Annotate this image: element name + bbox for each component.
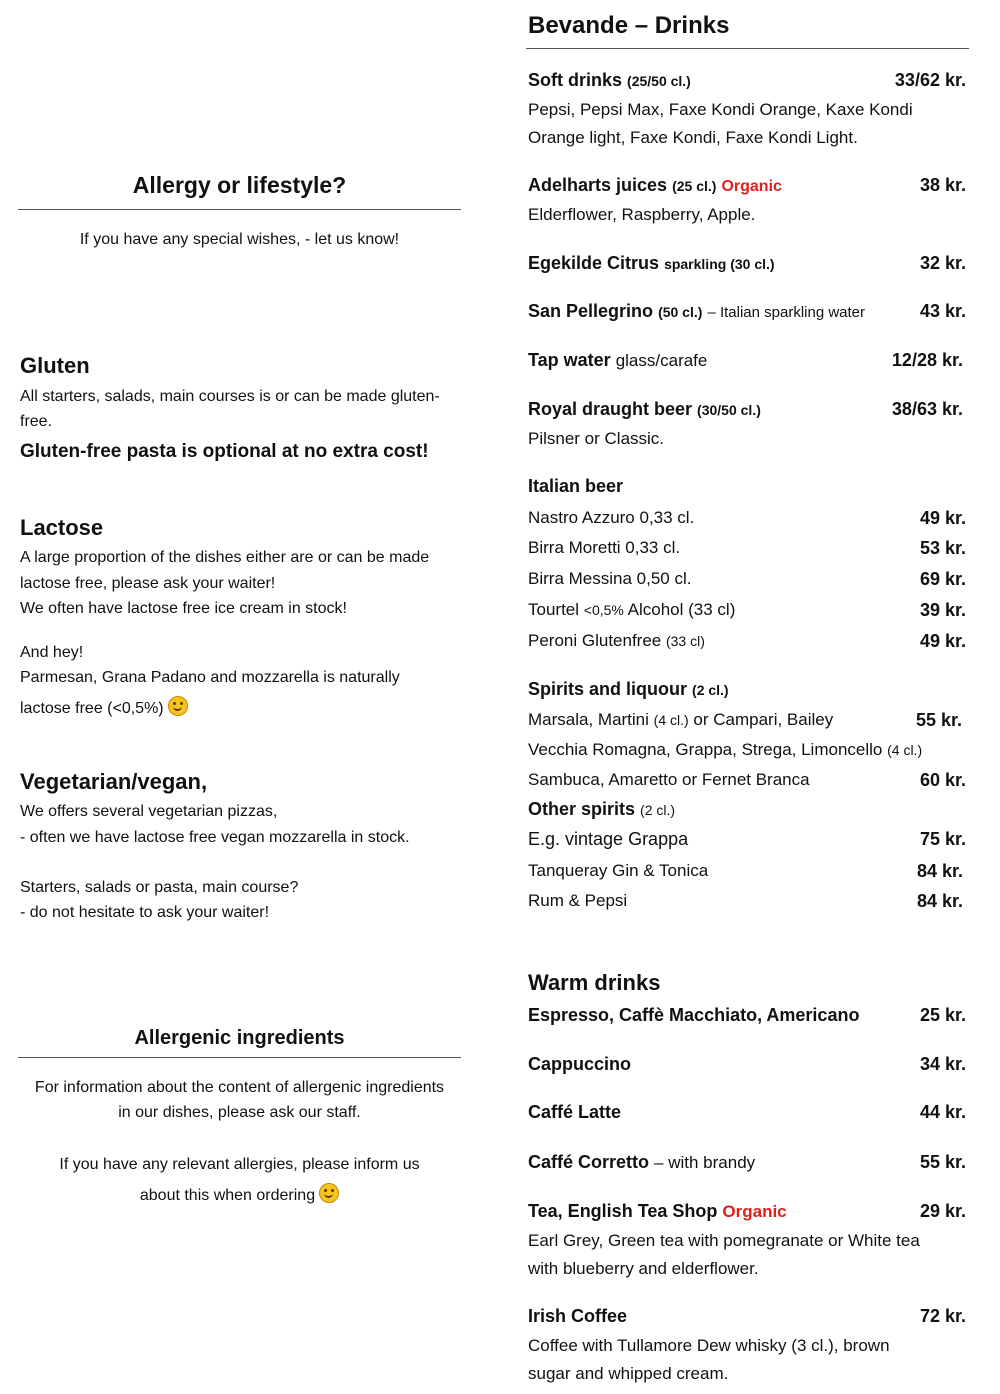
warm-item-name: Espresso, Caffè Macchiato, Americano (528, 1005, 860, 1025)
allergenic-text-3: If you have any relevant allergies, please inform us (59, 1156, 420, 1173)
spirits-price: 55 kr. (915, 710, 962, 730)
item-note: glass/carafe (615, 351, 708, 370)
beer-name: Birra Moretti 0,33 cl. (528, 538, 681, 557)
spirits-size: (4 cl.) (887, 742, 923, 758)
beer-price: 49 kr. (919, 631, 966, 651)
spirits-line: or Campari, Bailey (693, 710, 834, 729)
smiling-face-icon (168, 696, 188, 716)
spirit-price: 84 kr. (916, 891, 963, 911)
item-name: Egekilde Citrus (528, 253, 660, 273)
gluten-heading: Gluten (20, 353, 90, 378)
lactose-text-2: lactose free, please ask your waiter! (20, 575, 276, 592)
gluten-text-2: free. (20, 413, 53, 430)
vegetarian-heading: Vegetarian/vegan, (20, 769, 208, 794)
item-name: Tap water (528, 350, 611, 370)
item-name: Royal draught beer (528, 399, 693, 419)
vegetarian-text-2: - often we have lactose free vegan mozzarella in stock. (20, 829, 410, 846)
lactose-text-6: lactose free (<0,5%) (20, 700, 164, 717)
warm-item-price: 44 kr. (919, 1102, 966, 1122)
beer-price: 39 kr. (919, 600, 966, 620)
spirit-name: E.g. vintage Grappa (528, 829, 689, 849)
spirits-line: Marsala, Martini (528, 710, 649, 729)
spirits-size: (4 cl.) (653, 712, 689, 728)
vegetarian-text-1: We offers several vegetarian pizzas, (20, 803, 278, 820)
item-price: 33/62 kr. (894, 70, 966, 90)
warm-item-name: Caffé Corretto (528, 1152, 650, 1172)
item-size: sparkling (30 cl.) (664, 256, 775, 272)
section-heading: Other spirits (528, 799, 636, 819)
warm-item-description: Earl Grey, Green tea with pomegranate or White tea (528, 1231, 920, 1250)
section-size: (2 cl.) (640, 802, 676, 818)
beer-price: 69 kr. (919, 569, 966, 589)
smiling-face-icon (319, 1183, 339, 1203)
beer-abv: <0,5% (583, 602, 624, 618)
section-size: (2 cl.) (692, 682, 729, 698)
item-size: (30/50 cl.) (697, 402, 761, 418)
beer-detail: Alcohol (33 cl) (627, 600, 736, 619)
spirit-name: Rum & Pepsi (528, 891, 628, 910)
allergenic-text-4: about this when ordering (139, 1187, 316, 1204)
divider (18, 209, 461, 210)
drinks-title: Bevande – Drinks (528, 12, 730, 39)
beer-name: Birra Messina 0,50 cl. (528, 569, 692, 588)
lactose-text-3: We often have lactose free ice cream in stock! (20, 600, 347, 617)
item-name: Soft drinks (528, 70, 623, 90)
divider (18, 1057, 461, 1058)
warm-item-price: 29 kr. (919, 1201, 966, 1221)
beer-name: Nastro Azzuro 0,33 cl. (528, 508, 695, 527)
spirit-price: 84 kr. (916, 861, 963, 881)
organic-tag: Organic (721, 178, 782, 195)
allergenic-heading: Allergenic ingredients (134, 1027, 345, 1049)
lactose-text-5: Parmesan, Grana Padano and mozzarella is naturally (20, 669, 400, 686)
item-name: San Pellegrino (528, 301, 654, 321)
warm-item-price: 55 kr. (919, 1152, 966, 1172)
item-price: 43 kr. (919, 301, 966, 321)
warm-item-description: sugar and whipped cream. (528, 1364, 729, 1383)
warm-item-name: Caffé Latte (528, 1102, 622, 1122)
spirits-line: Sambuca, Amaretto or Fernet Branca (528, 770, 810, 789)
allergenic-text-2: in our dishes, please ask our staff. (118, 1104, 361, 1121)
allergy-title: Allergy or lifestyle? (132, 172, 347, 198)
lactose-text-4: And hey! (20, 644, 84, 661)
divider (526, 48, 969, 49)
section-heading: Spirits and liquour (528, 679, 688, 699)
item-note: – Italian sparkling water (707, 304, 866, 321)
gluten-text-1: All starters, salads, main courses is or can be made gluten- (20, 388, 440, 405)
item-price: 38/63 kr. (891, 399, 963, 419)
warm-item-name: Tea, English Tea Shop (528, 1201, 718, 1221)
organic-tag: Organic (722, 1202, 787, 1221)
item-description: Elderflower, Raspberry, Apple. (528, 205, 756, 224)
beer-price: 49 kr. (919, 508, 966, 528)
gluten-pasta-note: Gluten-free pasta is optional at no extra cost! (20, 441, 429, 462)
item-price: 12/28 kr. (891, 350, 963, 370)
warm-item-price: 34 kr. (919, 1054, 966, 1074)
item-size: (25/50 cl.) (627, 73, 691, 89)
item-price: 38 kr. (919, 175, 966, 195)
allergenic-text-1: For information about the content of allergenic ingredients (34, 1079, 445, 1096)
spirits-price: 60 kr. (919, 770, 966, 790)
beer-price: 53 kr. (919, 538, 966, 558)
spirits-line: Vecchia Romagna, Grappa, Strega, Limoncello (528, 740, 883, 759)
beer-name: Tourtel (528, 600, 580, 619)
lactose-text-1: A large proportion of the dishes either are or can be made (20, 549, 430, 566)
warm-item-note: – with brandy (654, 1153, 756, 1172)
warm-item-price: 25 kr. (919, 1005, 966, 1025)
item-description: Pepsi, Pepsi Max, Faxe Kondi Orange, Kaxe Kondi (528, 100, 913, 119)
beer-name: Peroni Glutenfree (528, 631, 662, 650)
item-price: 32 kr. (919, 253, 966, 273)
warm-item-name: Cappuccino (528, 1054, 632, 1074)
lactose-heading: Lactose (20, 515, 104, 540)
spirit-name: Tanqueray Gin & Tonica (528, 861, 709, 880)
item-size: (25 cl.) (672, 178, 717, 194)
section-heading: Italian beer (528, 476, 624, 496)
item-size: (50 cl.) (658, 304, 703, 320)
beer-size: (33 cl) (665, 633, 705, 649)
warm-item-description: Coffee with Tullamore Dew whisky (3 cl.), brown (528, 1336, 890, 1355)
section-heading: Warm drinks (528, 970, 661, 995)
vegetarian-text-3: Starters, salads or pasta, main course? (20, 879, 299, 896)
lactose-text-6-wrap (20, 696, 188, 718)
item-description: Orange light, Faxe Kondi, Faxe Kondi Light. (528, 128, 858, 147)
allergenic-text-4-wrap (18, 1183, 461, 1205)
spirit-price: 75 kr. (919, 829, 966, 849)
vegetarian-text-4: - do not hesitate to ask your waiter! (20, 904, 270, 921)
item-description: Pilsner or Classic. (528, 429, 665, 448)
allergy-intro: If you have any special wishes, - let us know! (79, 231, 400, 248)
item-name: Adelharts juices (528, 175, 668, 195)
warm-item-name: Irish Coffee (528, 1306, 628, 1326)
warm-item-description: with blueberry and elderflower. (528, 1259, 759, 1278)
warm-item-price: 72 kr. (919, 1306, 966, 1326)
